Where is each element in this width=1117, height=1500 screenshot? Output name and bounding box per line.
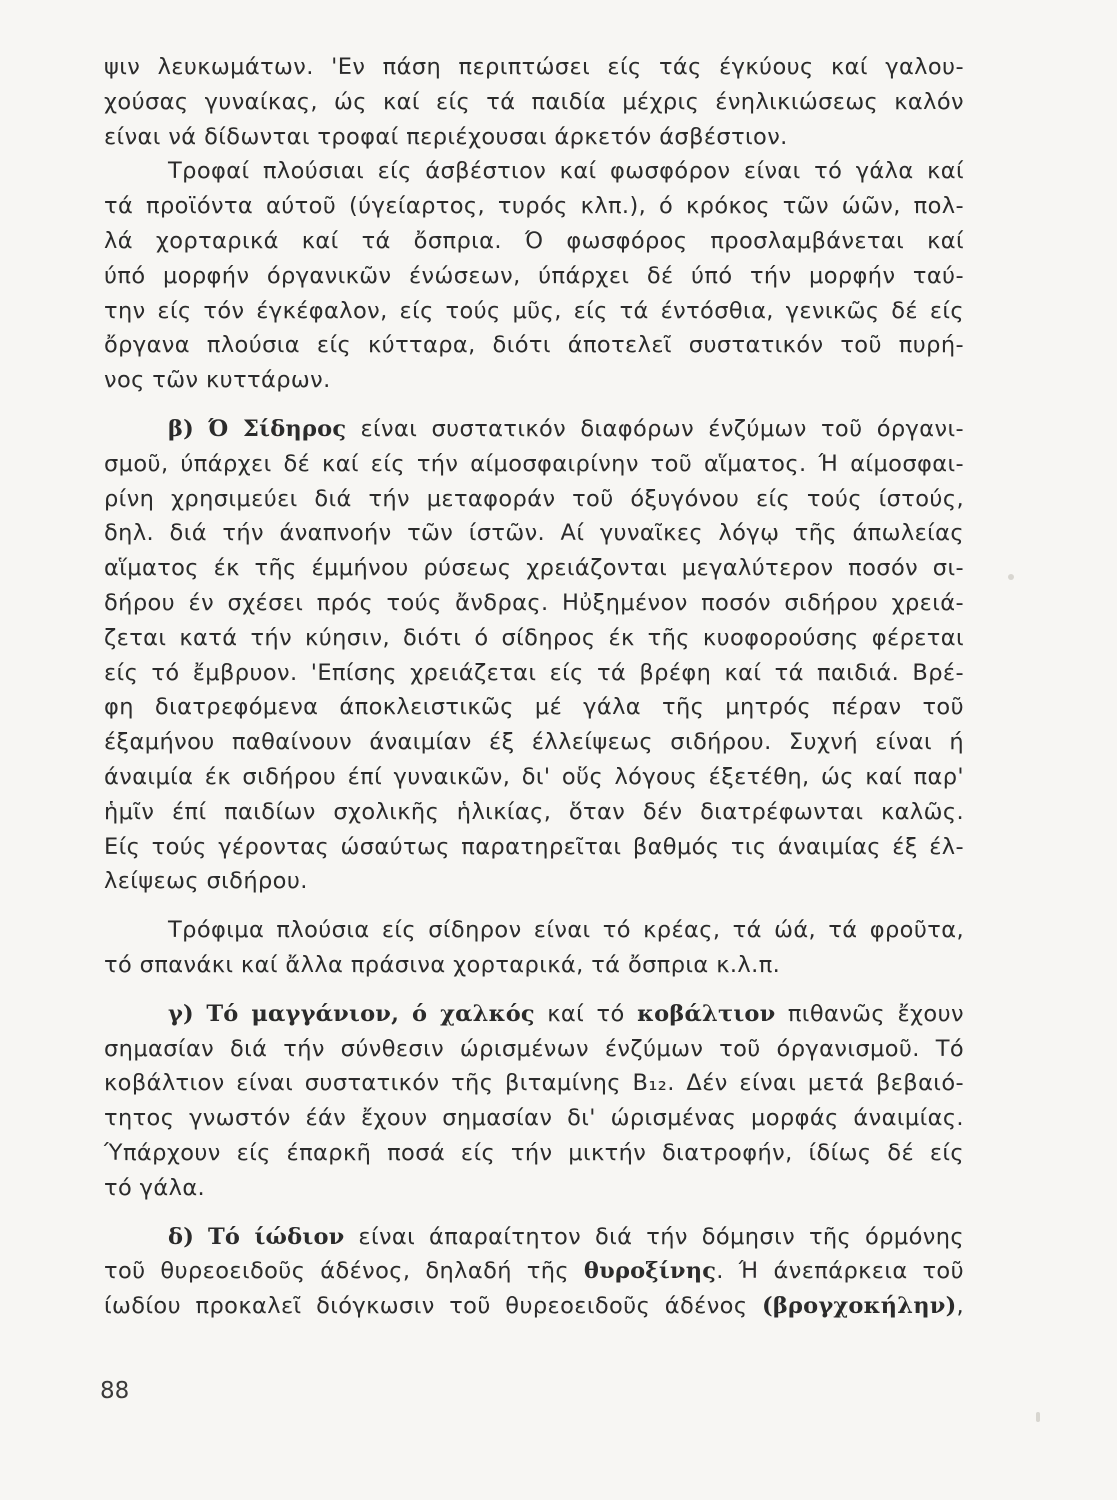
text-line: δήρου έν σχέσει πρός τούς ἄνδρας. Ηὐξημένον ποσόν σιδήρου χρειά- [104, 589, 964, 616]
text-line: ζεται κατά τήν κύησιν, διότι ό σίδηρος έκ τῆς κυοφορούσης φέρεται [104, 624, 964, 651]
scan-speck [1036, 1412, 1040, 1422]
text-line: Τροφαί πλούσιαι είς άσβέστιον καί φωσφόρον είναι τό γάλα καί [168, 158, 964, 185]
text-span: τοῦ θυρεοειδοῦς άδένος, δηλαδή τῆς [104, 1258, 570, 1285]
text-line [104, 1220, 964, 1255]
section-label: δ) [168, 1223, 195, 1250]
text-line: ύπό μορφήν όργανικῶν ένώσεων, ύπάρχει δέ ύπό τήν μορφήν ταύ- [104, 262, 964, 289]
text-line: νος τῶν κυττάρων. [104, 367, 331, 394]
text-line: άναιμία έκ σιδήρου έπί γυναικῶν, δι' οὕς λόγους έξετέθη, ώς καί παρ' [104, 763, 964, 790]
text-line: είναι νά δίδωνται τροφαί περιέχουσαι άρκετόν άσβέστιον. [104, 123, 788, 150]
text-line: ἡμῖν έπί παιδίων σχολικῆς ἡλικίας, ὅταν δέν διατρέφωνται καλῶς. [104, 798, 964, 825]
text-line: ψιν λευκωμάτων. 'Εν πάση περιπτώσει είς τάς έγκύους καί γαλου- [104, 54, 964, 80]
text-span: , [956, 1293, 964, 1320]
text-line [104, 412, 964, 447]
text-line: λά χορταρικά καί τά ὄσπρια. Ό φωσφόρος προσλαμβάνεται καί [104, 227, 964, 254]
body-text [104, 50, 964, 1324]
paragraph-iron [104, 412, 964, 899]
text-line [104, 997, 964, 1032]
text-line: τά προϊόντα αύτοῦ (ύγείαρτος, τυρός κλπ.), ό κρόκος τῶν ώῶν, πολ- [104, 193, 964, 220]
paragraph [104, 50, 964, 154]
section-term: Τό ίώδιον [207, 1223, 345, 1250]
text-span: είναι συστατικόν διαφόρων ένζύμων τοῦ όργανι- [360, 415, 964, 442]
section-term: κοβάλτιον [637, 1000, 776, 1027]
text-line: Είς τούς γέροντας ώσαύτως παρατηρεῖται βαθμός τις άναιμίας έξ έλ- [104, 833, 964, 860]
section-term: Τό μαγγάνιον, ό χαλκός [206, 1000, 535, 1027]
paragraph-iodine [104, 1220, 964, 1324]
section-term: θυροξίνης [583, 1258, 717, 1285]
text-line: είς τό ἔμβρυον. 'Επίσης χρειάζεται είς τά βρέφη καί τά παιδιά. Βρέ- [104, 659, 964, 686]
section-label: γ) [168, 1000, 194, 1027]
text-line: φη διατρεφόμενα άποκλειστικῶς μέ γάλα τῆς μητρός πέραν τοῦ [104, 694, 964, 721]
text-line: Τρόφιμα πλούσια είς σίδηρον είναι τό κρέας, τά ώά, τά φροῦτα, [168, 917, 964, 944]
text-line: τό σπανάκι καί ἄλλα πράσινα χορταρικά, τά ὄσπρια κ.λ.π. [104, 951, 781, 978]
text-span: ίωδίου προκαλεῖ διόγκωσιν τοῦ θυρεοειδοῦς άδένος [104, 1293, 748, 1320]
text-line: ρίνη χρησιμεύει διά τήν μεταφοράν τοῦ όξυγόνου είς τούς ίστούς, [104, 485, 964, 512]
text-span: καί τό [547, 1000, 625, 1027]
page-number: 88 [100, 1378, 130, 1404]
text-line: την είς τόν έγκέφαλον, είς τούς μῦς, είς τά έντόσθια, γενικῶς δέ είς [104, 297, 964, 324]
section-term: Ό Σίδηρος [208, 415, 347, 442]
text-line: σμοῦ, ύπάρχει δέ καί είς τήν αίμοσφαιρίνην τοῦ αἵματος. Ή αίμοσφαι- [104, 450, 964, 477]
paragraph [104, 154, 964, 398]
text-line: χούσας γυναίκας, ώς καί είς τά παιδία μέχρις ένηλικιώσεως καλόν [104, 88, 964, 115]
text-line: τό γάλα. [104, 1174, 206, 1201]
text-span: πιθανῶς ἔχουν [787, 1000, 964, 1027]
text-line: αἵματος έκ τῆς έμμήνου ρύσεως χρειάζονται μεγαλύτερον ποσόν σι- [104, 555, 964, 582]
text-span: . Ή άνεπάρκεια τοῦ [716, 1258, 965, 1285]
text-line: τητος γνωστόν έάν ἔχουν σημασίαν δι' ώρισμένας μορφάς άναιμίας. [104, 1105, 964, 1132]
text-line: έξαμήνου παθαίνουν άναιμίαν έξ έλλείψεως σιδήρου. Συχνή είναι ή [104, 729, 964, 756]
scan-speck [1008, 574, 1014, 580]
section-label: β) [168, 415, 194, 442]
paragraph-manganese [104, 997, 964, 1206]
text-line: ὄργανα πλούσια είς κύτταρα, διότι άποτελεῖ συστατικόν τοῦ πυρή- [104, 332, 964, 359]
paragraph [104, 913, 964, 983]
section-term: (βρογχοκήλην) [762, 1293, 957, 1320]
text-line: λείψεως σιδήρου. [104, 868, 308, 895]
text-line: Ύπάρχουν είς έπαρκῆ ποσά είς τήν μικτήν διατροφήν, ίδίως δέ είς [104, 1139, 964, 1166]
text-line: σημασίαν διά τήν σύνθεσιν ώρισμένων ένζύμων τοῦ όργανισμοῦ. Τό [104, 1035, 964, 1062]
text-line: δηλ. διά τήν άναπνοήν τῶν ίστῶν. Αί γυναῖκες λόγῳ τῆς άπωλείας [104, 520, 964, 547]
text-line [104, 1254, 964, 1289]
text-span: είναι άπαραίτητον διά τήν δόμησιν τῆς όρμόνης [358, 1223, 964, 1250]
text-line: κοβάλτιον είναι συστατικόν τῆς βιταμίνης B₁₂. Δέν είναι μετά βεβαιό- [104, 1070, 964, 1097]
text-line [104, 1289, 964, 1324]
